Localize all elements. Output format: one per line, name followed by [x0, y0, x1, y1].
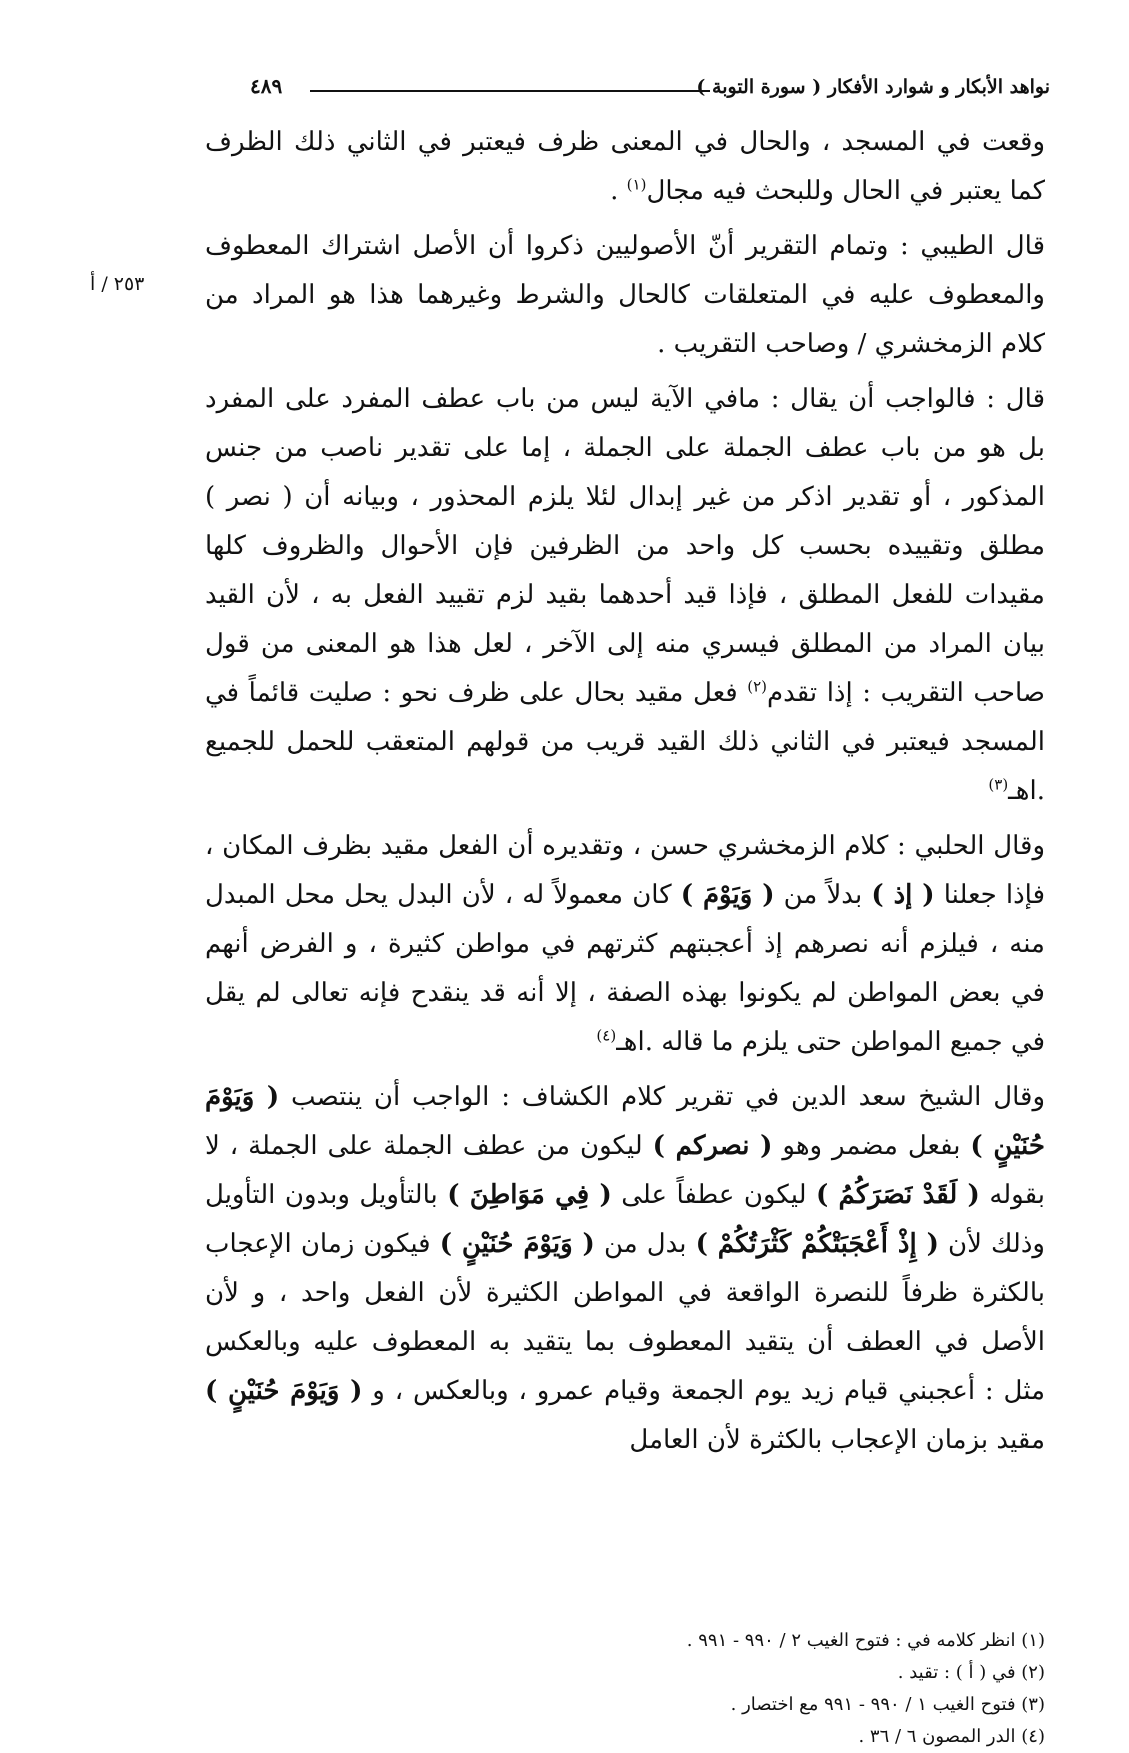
header-title: نواهد الأبكار و شوارد الأفكار ( سورة التوبة ): [696, 76, 1050, 98]
running-header: [250, 76, 1050, 106]
paragraph-text: ليكون من عطف الجملة على الجملة ، لا بقوله: [205, 1131, 1046, 1210]
main-text: [205, 118, 1045, 1471]
quran-quote: ( إِذْ أَعْجَبَتْكُمْ كَثْرَتُكُمْ ): [695, 1229, 939, 1259]
paragraph-text: ليكون عطفاً على: [611, 1180, 816, 1210]
paragraph-text: قال الطيبي : وتمام التقرير أنّ الأصوليين ذكروا أن الأصل اشتراك المعطوف والمعطوف عليه في المتعلقات كالحال والشرط وغيرهما هذا هو المراد من كلام الزمخشري / وصاحب التقريب .: [205, 231, 1045, 359]
footnote-ref: (٢): [747, 677, 768, 696]
footnote: (٤) الدر المصون ٦ / ٣٦ .: [858, 1726, 1045, 1747]
paragraph-text: كان معمولاً له ، لأن البدل يحل محل المبدل منه ، فيلزم أنه نصرهم إذ أعجبتهم كثرتهم في مواطن كثيرة ، و الفرض أنهم في بعض المواطن لم يكونوا بهذه الصفة ، إلا أنه قد ينقدح فإنه تعالى لم يقل في جميع المواطن حتى يلزم ما قاله .اهـ: [205, 880, 1045, 1057]
footnote-ref: (٤): [596, 1026, 617, 1045]
quran-quote: ( فِي مَوَاطِنَ ): [447, 1180, 612, 1210]
paragraph-text: بدل من: [594, 1229, 696, 1259]
paragraph-text: بدلاً من: [774, 880, 872, 910]
paragraph-text: فعل مقيد بحال على ظرف نحو : صليت قائماً في المسجد فيعتبر في الثاني ذلك القيد قريب من قولهم المتعقب للحمل للجميع .اهـ: [205, 678, 1045, 806]
paragraph: [205, 375, 1045, 816]
paragraph: [205, 1073, 1045, 1465]
quran-quote: ( وَيَوْمَ ): [680, 880, 775, 910]
quran-quote: ( إذ ): [871, 880, 935, 910]
paragraph-text: بالتأويل وبدون التأويل وذلك لأن: [205, 1180, 1045, 1259]
footnote: (٣) فتوح الغيب ١ / ٩٩٠ - ٩٩١ مع اختصار .: [730, 1694, 1045, 1715]
footnote-ref: (٣): [988, 775, 1009, 794]
paragraph-text: وقعت في المسجد ، والحال في المعنى ظرف فيعتبر في الثاني ذلك الظرف كما يعتبر في الحال وللبحث فيه مجال: [205, 127, 1045, 206]
footnote: (١) انظر كلامه في : فتوح الغيب ٢ / ٩٩٠ - ٩٩١ .: [686, 1630, 1045, 1651]
paragraph-text: بفعل مضمر وهو: [772, 1131, 971, 1161]
paragraph-text: مقيد بزمان الإعجاب بالكثرة لأن العامل: [629, 1425, 1045, 1455]
footnote: (٢) في ( أ ) : تقيد .: [897, 1662, 1045, 1683]
paragraph: [205, 118, 1045, 216]
footnotes: [300, 1625, 1045, 1753]
paragraph: [205, 822, 1045, 1067]
quran-quote: ( نصركم ): [652, 1131, 773, 1161]
paragraph: [205, 222, 1045, 369]
paragraph-text: فيكون زمان الإعجاب بالكثرة ظرفاً للنصرة الواقعة في المواطن الكثيرة لأن الفعل واحد ، و لأن الأصل في العطف أن يتقيد المعطوف بما يتقيد به المعطوف عليه وبالعكس مثل : أعجبني قيام زيد يوم الجمعة وقيام عمرو ، وبالعكس ، و: [205, 1229, 1046, 1406]
paragraph-text: وقال الشيخ سعد الدين في تقرير كلام الكشاف : الواجب أن ينتصب: [279, 1082, 1045, 1112]
quran-quote: ( لَقَدْ نَصَرَكُمُ ): [815, 1180, 980, 1210]
footnote-ref: (١): [626, 175, 647, 194]
quran-quote: ( وَيَوْمَ حُنَيْنٍ ): [205, 1376, 363, 1406]
header-rule: [310, 90, 710, 92]
paragraph-text: وقال الحلبي : كلام الزمخشري حسن ، وتقديره أن الفعل مقيد بظرف المكان ، فإذا جعلنا: [205, 831, 1046, 910]
paragraph-text: قال : فالواجب أن يقال : مافي الآية ليس من باب عطف المفرد على المفرد بل هو من باب عطف الجملة على الجملة ، إما على تقدير ناصب من جنس المذكور ، أو تقدير اذكر من غير إبدال لئلا يلزم المحذور ، وبيانه أن ( نصر ) مطلق وتقييده بحسب كل واحد من الظرفين فإن الأحوال والظروف كلها مقيدات للفعل المطلق ، فإذا قيد أحدهما بقيد لزم تقييد الفعل به ، لأن القيد بيان المراد من المطلق فيسري منه إلى الآخر ، لعل هذا هو المعنى من قول صاحب التقريب : إذا تقدم: [205, 384, 1045, 708]
paragraph-text: .: [610, 176, 627, 206]
quran-quote: ( وَيَوْمَ حُنَيْنٍ ): [205, 1082, 1045, 1161]
page-number: ٤٨٩: [250, 74, 283, 98]
manuscript-folio-note: ٢٥٣ / أ: [90, 273, 145, 295]
quran-quote: ( وَيَوْمَ حُنَيْنٍ ): [439, 1229, 595, 1259]
